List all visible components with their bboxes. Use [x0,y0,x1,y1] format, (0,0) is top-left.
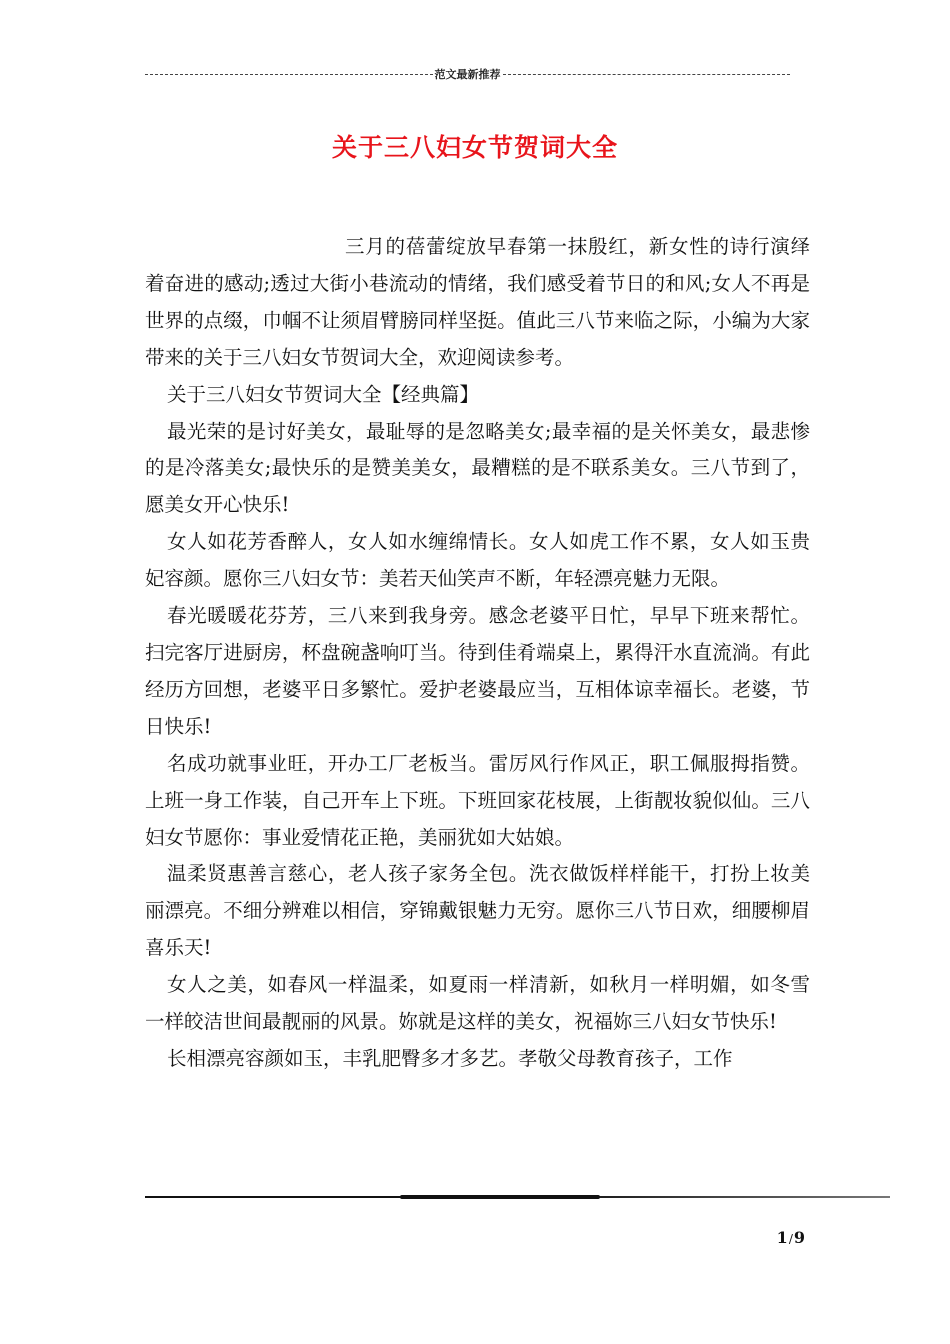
page-total: 9 [793,1228,805,1247]
page-number [745,1228,805,1247]
document-title: 关于三八妇女节贺词大全 [331,133,618,162]
greeting-paragraph: 女人如花芳香醉人，女人如水缠绵情长。女人如虎工作不累，女人如玉贵妃容颜。愿你三八妇女节：美若天仙笑声不断，年轻漂亮魅力无限。 [145,530,810,591]
header-label: 范文最新推荐 [434,68,501,81]
intro-paragraph: 三月的蓓蕾绽放早春第一抹殷红，新女性的诗行演绎着奋进的感动;透过大街小巷流动的情绪，我们感受着节日的和风;女人不再是世界的点缀，巾帼不让须眉臂膀同样坚挺。值此三八节来临之际，小编为大家带来的关于三八妇女节贺词大全，欢迎阅读参考。 [145,235,810,369]
document-body [145,229,810,1078]
greeting-paragraph: 长相漂亮容颜如玉，丰乳肥臀多才多艺。孝敬父母教育孩子，工作 [167,1046,733,1070]
greeting-paragraph: 最光荣的是讨好美女，最耻辱的是忽略美女;最幸福的是关怀美女，最悲惨的是冷落美女;最快乐的是赞美美女，最糟糕的是不联系美女。三八节到了，愿美女开心快乐! [145,419,810,517]
greeting-paragraph: 春光暖暖花芬芳，三八来到我身旁。感念老婆平日忙，早早下班来帮忙。扫完客厅进厨房，杯盘碗盏响叮当。待到佳肴端桌上，累得汗水直流淌。有此经历方回想，老婆平日多繁忙。爱护老婆最应当，互相体谅幸福长。老婆，节日快乐! [145,604,810,738]
page-current: 1 [776,1228,788,1247]
greeting-paragraph: 女人之美，如春风一样温柔，如夏雨一样清新，如秋月一样明媚，如冬雪一样皎洁世间最靓丽的风景。妳就是这样的美女，祝福妳三八妇女节快乐! [145,973,810,1034]
header-rule [145,66,790,82]
header-dash-right [503,74,791,75]
header-dash-left [145,74,433,75]
section-heading: 关于三八妇女节贺词大全【经典篇】 [167,382,480,406]
page-separator: / [788,1232,793,1246]
greeting-paragraph: 名成功就事业旺，开办工厂老板当。雷厉风行作风正，职工佩服拇指赞。上班一身工作装，自己开车上下班。下班回家花枝展，上街靓妆貌似仙。三八妇女节愿你：事业爱情花正艳，美丽犹如大姑娘。 [145,751,810,849]
footer-rule [145,1196,890,1198]
greeting-paragraph: 温柔贤惠善言慈心，老人孩子家务全包。洗衣做饭样样能干，打扮上妆美丽漂亮。不细分辨难以相信，穿锦戴银魅力无穷。愿你三八节日欢，细腰柳眉喜乐天! [145,862,810,960]
